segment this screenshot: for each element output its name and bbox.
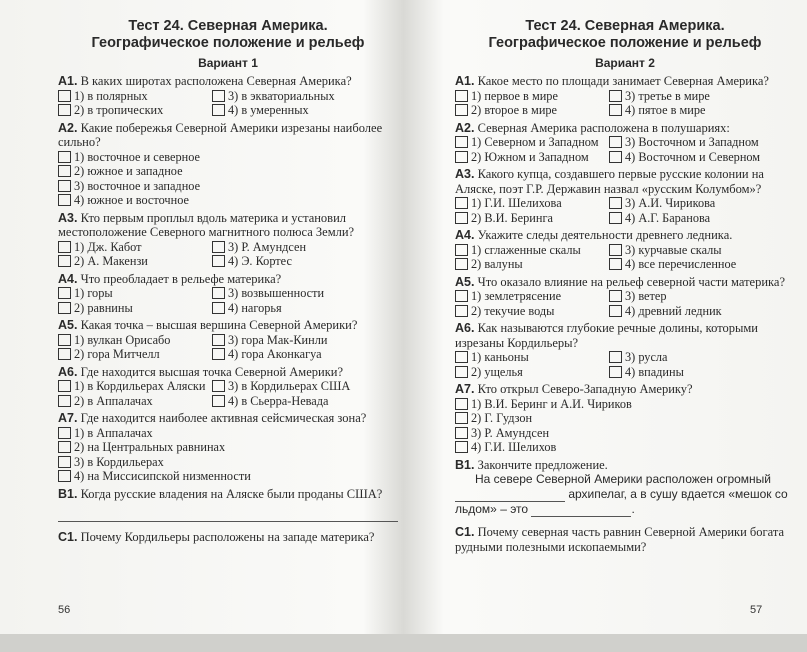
answer-option[interactable] [212,240,382,255]
answer-option[interactable] [455,289,605,304]
checkbox-square[interactable] [212,287,225,299]
checkbox-square[interactable] [455,351,468,363]
answer-option[interactable] [609,350,779,365]
scan-bottom-edge [0,634,807,652]
answer-option-label: 3) в Кордильерах [74,454,164,469]
checkbox-square[interactable] [609,197,622,209]
answer-option-label: 2) Южном и Западном [471,149,589,164]
answer-option-label: 2) текучие воды [471,303,555,318]
answer-option[interactable] [212,379,382,394]
checkbox-square[interactable] [58,241,71,253]
left-page [58,18,398,545]
answer-option[interactable] [58,164,378,179]
answer-option-label: 4) пятое в мире [625,103,706,117]
checkbox-square[interactable] [455,398,468,410]
answer-option-label: 4) А.Г. Баранова [625,210,711,225]
right-b1: В1. Закончите предложение. [455,457,608,472]
answer-option-label: 2) Г. Гудзон [471,411,533,425]
answer-option[interactable] [58,150,378,165]
left-question-4: А4. Что преобладает в рельефе материка? [58,271,282,286]
answer-option-label: 2) равнины [74,300,133,315]
answer-option-label: 1) в полярных [74,88,148,103]
answer-option-label: 1) вулкан Орисабо [74,332,171,347]
answer-option[interactable] [58,455,378,470]
answer-option-label: 1) В.И. Беринг и А.И. Чириков [471,396,632,411]
answer-option[interactable] [609,103,779,118]
answer-option-label: 1) Г.И. Шелихова [471,196,562,210]
answer-option-label: 3) русла [625,350,668,364]
answer-option[interactable] [455,150,605,165]
answer-option-label: 4) нагорья [228,300,282,315]
checkbox-square[interactable] [58,348,71,360]
answer-option-label: 1) первое в мире [471,88,558,103]
left-question-6: А6. Где находится высшая точка Северной Америки? [58,364,344,379]
answer-option[interactable] [609,243,779,258]
answer-option-label: 1) сглаженные скалы [471,242,581,257]
checkbox-square[interactable] [609,244,622,256]
right-question-4: А4. Укажите следы деятельности древнего ледника. [455,228,733,242]
answer-option-label: 3) А.И. Чирикова [625,196,716,210]
answer-option-label: 1) горы [74,286,113,300]
checkbox-square[interactable] [455,427,468,439]
right-question-6: А6. Как называются глубокие речные долины, которыми изрезаны Кордильеры? [455,321,758,350]
left-question-6-options [58,379,398,408]
answer-option-label: 2) гора Митчелл [74,347,160,361]
left-question-2-options [58,150,398,208]
checkbox-square[interactable] [455,366,468,378]
answer-option-label: 4) в умеренных [228,103,309,117]
checkbox-square[interactable] [58,151,71,163]
answer-option[interactable] [455,440,775,455]
checkbox-square[interactable] [58,380,71,392]
left-title-line1: Тест 24. Северная Америка. [128,18,328,34]
checkbox-square[interactable] [609,136,622,148]
answer-option-label: 4) гора Аконкагуа [228,347,322,361]
answer-option[interactable] [455,350,605,365]
answer-option[interactable] [609,365,779,380]
answer-option-label: 3) третье в мире [625,88,710,103]
checkbox-square[interactable] [212,395,225,407]
answer-option-label: 2) второе в мире [471,103,558,117]
left-question-3-options [58,240,398,269]
right-question-2: А2. Северная Америка расположена в полушариях: [455,120,730,135]
answer-option[interactable] [58,426,378,441]
checkbox-square[interactable] [58,441,71,453]
answer-option[interactable] [455,365,605,380]
answer-option[interactable] [455,135,605,150]
right-question-1-options [455,89,795,118]
right-page [455,18,795,554]
answer-option[interactable] [58,254,208,269]
checkbox-square[interactable] [455,441,468,453]
checkbox-square[interactable] [609,104,622,116]
left-question-1: А1. В каких широтах расположена Северная Америка? [58,74,352,88]
checkbox-square[interactable] [58,334,71,346]
left-b1-answer-line[interactable] [58,507,398,522]
right-c1: С1. Почему северная часть равнин Северной Америки богата рудными полезными ископаемыми? [455,525,785,554]
left-c1: С1. Почему Кордильеры расположены на западе материка? [58,530,375,544]
answer-option[interactable] [58,103,208,118]
answer-option[interactable] [212,89,382,104]
answer-option[interactable] [455,411,775,426]
checkbox-square[interactable] [609,258,622,270]
answer-option[interactable] [212,347,382,362]
answer-option[interactable] [455,196,605,211]
left-variant: Вариант 1 [198,56,258,70]
left-question-3: А3. Кто первым проплыл вдоль материка и установил местоположение Северного магнитного полюса Земли? [58,210,355,239]
right-question-4-options [455,243,795,272]
answer-option-label: 4) южное и восточное [74,193,189,207]
answer-option[interactable] [58,301,208,316]
left-question-2: А2. Какие побережья Северной Америки изрезаны наиболее сильно? [58,120,383,149]
checkbox-square[interactable] [455,136,468,148]
right-page-number: 57 [750,604,763,616]
left-question-5: А5. Какая точка – высшая вершина Северной Америки? [58,318,358,332]
answer-option[interactable] [58,394,208,409]
answer-option-label: 1) в Кордильерах Аляски [74,379,206,393]
right-question-3: А3. Какого купца, создавшего первые русские колонии на Аляске, поэт Г.Р. Державин назвал «русским Колумбом»? [455,167,764,196]
answer-option-label: 4) все перечисленное [625,257,737,271]
checkbox-square[interactable] [609,151,622,163]
checkbox-square[interactable] [58,302,71,314]
answer-option-label: 4) впадины [625,364,684,379]
checkbox-square[interactable] [609,212,622,224]
checkbox-square[interactable] [58,395,71,407]
answer-option[interactable] [58,333,208,348]
checkbox-square[interactable] [455,212,468,224]
answer-option[interactable] [212,394,382,409]
right-variant: Вариант 2 [595,56,655,70]
answer-option[interactable] [609,89,779,104]
answer-option-label: 4) в Сьерра-Невада [228,393,329,408]
checkbox-square[interactable] [212,104,225,116]
answer-option[interactable] [58,379,208,394]
checkbox-square[interactable] [58,255,71,267]
answer-option-label: 3) в экваториальных [228,88,335,103]
left-title-line2: Географическое положение и рельеф [91,35,365,51]
answer-option[interactable] [212,301,382,316]
checkbox-square[interactable] [455,305,468,317]
answer-option-label: 1) в Аппалачах [74,425,153,440]
checkbox-square[interactable] [58,104,71,116]
answer-option[interactable] [58,286,208,301]
answer-option[interactable] [609,289,779,304]
answer-option-label: 2) ущелья [471,364,523,379]
checkbox-square[interactable] [58,287,71,299]
checkbox-square[interactable] [609,290,622,302]
answer-option[interactable] [455,243,605,258]
answer-option[interactable] [455,89,605,104]
answer-option[interactable] [212,286,382,301]
answer-option-label: 4) Э. Кортес [228,254,292,268]
right-question-2-options [455,135,795,164]
right-question-3-options [455,196,795,225]
answer-option-label: 1) каньоны [471,350,529,364]
checkbox-square[interactable] [455,197,468,209]
answer-option[interactable] [609,257,779,272]
right-question-7: А7. Кто открыл Северо-Западную Америку? [455,382,693,396]
checkbox-square[interactable] [455,151,468,163]
answer-option[interactable] [609,304,779,319]
right-question-1: А1. Какое место по площади занимает Северная Америка? [455,74,769,88]
answer-option[interactable] [455,257,605,272]
checkbox-square[interactable] [609,305,622,317]
right-title-line1: Тест 24. Северная Америка. [525,18,725,34]
checkbox-square[interactable] [455,90,468,102]
right-question-5-options [455,289,795,318]
checkbox-square[interactable] [212,380,225,392]
checkbox-square[interactable] [455,290,468,302]
checkbox-square[interactable] [455,412,468,424]
left-b1: В1. Когда русские владения на Аляске были проданы США? [58,486,383,501]
checkbox-square[interactable] [212,348,225,360]
checkbox-square[interactable] [609,351,622,363]
right-b1-sentence: На севере Северной Америки расположен огромный архипелаг, а в сушу вдается «мешок со льдом» – это . [455,472,788,516]
answer-option[interactable] [455,397,775,412]
answer-option[interactable] [609,196,779,211]
answer-option-label: 3) ветер [625,289,667,303]
checkbox-square[interactable] [455,244,468,256]
checkbox-square[interactable] [212,255,225,267]
checkbox-square[interactable] [212,302,225,314]
answer-option[interactable] [212,254,382,269]
left-page-number: 56 [58,604,71,616]
answer-option[interactable] [58,89,208,104]
answer-option[interactable] [455,304,605,319]
answer-option-label: 1) восточное и северное [74,149,200,164]
answer-option-label: 4) древний ледник [625,303,722,318]
right-questions [455,74,795,455]
answer-option-label: 4) Восточном и Северном [625,149,761,164]
answer-option-label: 2) на Центральных равнинах [74,440,226,454]
answer-option-label: 3) восточное и западное [74,178,201,193]
answer-option[interactable] [58,240,208,255]
answer-option-label: 2) в тропических [74,103,164,117]
checkbox-square[interactable] [212,241,225,253]
right-b1-blank-2[interactable] [531,516,631,517]
answer-option[interactable] [609,135,779,150]
answer-option[interactable] [455,426,775,441]
answer-option-label: 2) в Аппалачах [74,393,153,408]
answer-option-label: 2) В.И. Беринга [471,210,553,225]
answer-option[interactable] [455,103,605,118]
answer-option-label: 4) на Миссисипской низменности [74,469,251,483]
answer-option-label: 2) А. Макензи [74,254,148,268]
checkbox-square[interactable] [58,456,71,468]
answer-option-label: 4) Г.И. Шелихов [471,440,557,454]
answer-option[interactable] [58,347,208,362]
answer-option[interactable] [609,211,779,226]
answer-option[interactable] [212,333,382,348]
answer-option[interactable] [58,179,378,194]
answer-option-label: 2) южное и западное [74,164,183,178]
checkbox-square[interactable] [58,427,71,439]
answer-option-label: 3) Восточном и Западном [625,135,759,149]
answer-option-label: 3) гора Мак-Кинли [228,332,328,347]
answer-option-label: 3) Р. Амундсен [228,239,307,254]
left-question-7-options [58,426,398,484]
answer-option-label: 3) курчавые скалы [625,242,722,257]
answer-option[interactable] [58,440,378,455]
checkbox-square[interactable] [212,90,225,102]
answer-option-label: 3) Р. Амундсен [471,425,550,440]
right-question-5: А5. Что оказало влияние на рельеф северной части материка? [455,274,786,289]
left-question-7: А7. Где находится наиболее активная сейсмическая зона? [58,411,367,425]
left-question-4-options [58,286,398,315]
checkbox-square[interactable] [455,104,468,116]
left-question-5-options [58,333,398,362]
answer-option-label: 1) Дж. Кабот [74,239,142,254]
answer-option-label: 3) возвышенности [228,286,325,300]
checkbox-square[interactable] [58,90,71,102]
answer-option[interactable] [58,193,378,208]
answer-option[interactable] [609,150,779,165]
answer-option[interactable] [212,103,382,118]
answer-option[interactable] [58,469,378,484]
checkbox-square[interactable] [58,194,71,206]
checkbox-square[interactable] [58,180,71,192]
right-question-6-options [455,350,795,379]
checkbox-square[interactable] [58,470,71,482]
checkbox-square[interactable] [455,258,468,270]
checkbox-square[interactable] [212,334,225,346]
answer-option[interactable] [455,211,605,226]
left-questions [58,74,398,484]
right-title-line2: Географическое положение и рельеф [488,35,762,51]
checkbox-square[interactable] [609,366,622,378]
left-question-1-options [58,89,398,118]
answer-option-label: 2) валуны [471,257,523,271]
right-question-7-options [455,397,795,455]
checkbox-square[interactable] [609,90,622,102]
answer-option-label: 1) Северном и Западном [471,135,599,149]
answer-option-label: 3) в Кордильерах США [228,379,351,393]
checkbox-square[interactable] [58,165,71,177]
answer-option-label: 1) землетрясение [471,289,562,303]
